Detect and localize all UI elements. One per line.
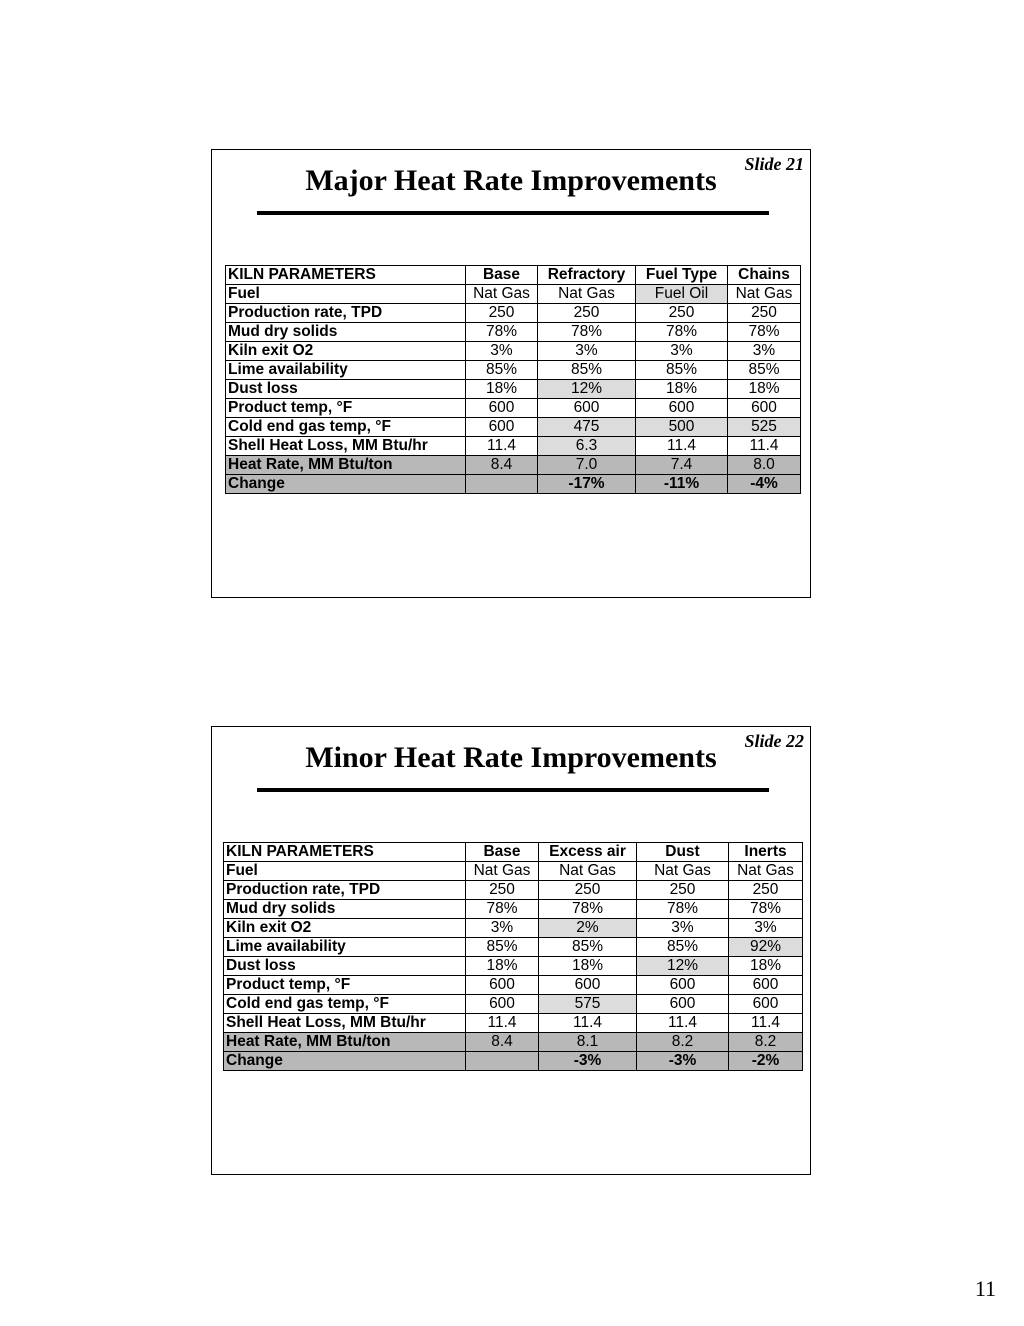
table-row [226,323,801,342]
value-cell: 600 [466,399,538,418]
value-cell: Nat Gas [466,285,538,304]
slide-number-label: Slide 21 [744,154,804,174]
value-cell: 85% [466,361,538,380]
table-row [226,418,801,437]
slide-number-label: Slide 22 [744,731,804,751]
table-row [226,437,801,456]
value-cell: 250 [539,881,637,900]
value-cell: 8.2 [729,1033,803,1052]
table-row [224,862,803,881]
parameter-label: Mud dry solids [226,323,466,342]
parameter-label: Fuel [224,862,466,881]
slide-title: Minor Heat Rate Improvements [305,741,717,774]
value-cell: Nat Gas [538,285,636,304]
value-cell: 600 [637,995,729,1014]
value-cell: Nat Gas [729,862,803,881]
value-cell: 18% [539,957,637,976]
value-cell: 600 [538,399,636,418]
value-cell: 600 [466,995,539,1014]
value-cell: Nat Gas [466,862,539,881]
value-cell: 8.4 [466,1033,539,1052]
column-header: KILN PARAMETERS [224,843,466,862]
heat-rate-row [226,456,801,475]
kiln-parameters-table [223,842,803,1071]
value-cell: 11.4 [539,1014,637,1033]
value-cell: 85% [539,938,637,957]
column-header: Base [466,843,539,862]
value-cell: 250 [728,304,801,323]
change-row [224,1052,803,1071]
value-cell: 11.4 [729,1014,803,1033]
value-cell: 250 [538,304,636,323]
value-cell: 12% [637,957,729,976]
parameter-label: Mud dry solids [224,900,466,919]
value-cell: -3% [637,1052,729,1071]
value-cell: 250 [466,304,538,323]
value-cell [466,475,538,494]
value-cell: 600 [728,399,801,418]
parameter-label: Lime availability [224,938,466,957]
value-cell: 600 [636,399,728,418]
table-row [226,285,801,304]
change-row [226,475,801,494]
value-cell: 8.4 [466,456,538,475]
column-header: Fuel Type [636,266,728,285]
slide-21 [211,149,811,598]
parameter-label: Shell Heat Loss, MM Btu/hr [224,1014,466,1033]
parameter-label: Cold end gas temp, °F [224,995,466,1014]
table-row [224,976,803,995]
column-header: Refractory [538,266,636,285]
value-cell: 500 [636,418,728,437]
value-cell: 85% [538,361,636,380]
value-cell: 600 [466,418,538,437]
value-cell: -3% [539,1052,637,1071]
value-cell: 78% [466,323,538,342]
value-cell: 78% [637,900,729,919]
value-cell: Nat Gas [728,285,801,304]
table-row [224,900,803,919]
parameter-label: Dust loss [226,380,466,399]
table-header-row [224,843,803,862]
value-cell: 85% [637,938,729,957]
value-cell: 7.4 [636,456,728,475]
parameter-label: Lime availability [226,361,466,380]
table-row [224,957,803,976]
value-cell: 11.4 [466,437,538,456]
value-cell: 11.4 [636,437,728,456]
value-cell: 11.4 [637,1014,729,1033]
value-cell: 78% [538,323,636,342]
value-cell: 18% [636,380,728,399]
value-cell: 3% [636,342,728,361]
table-header-row [226,266,801,285]
value-cell: 250 [636,304,728,323]
table-row [224,938,803,957]
value-cell: 85% [466,938,539,957]
value-cell: 11.4 [728,437,801,456]
value-cell: 2% [539,919,637,938]
page-number: 11 [974,1276,996,1301]
heat-rate-row [224,1033,803,1052]
value-cell: 250 [637,881,729,900]
value-cell: 78% [466,900,539,919]
kiln-parameters-table [225,265,801,494]
value-cell: 600 [466,976,539,995]
value-cell: 600 [729,995,803,1014]
value-cell: 3% [466,919,539,938]
value-cell: 8.2 [637,1033,729,1052]
value-cell: 6.3 [538,437,636,456]
parameter-label: Dust loss [224,957,466,976]
table-row [226,361,801,380]
parameter-label: Production rate, TPD [226,304,466,323]
column-header: KILN PARAMETERS [226,266,466,285]
parameter-label: Heat Rate, MM Btu/ton [226,456,466,475]
value-cell: 18% [466,957,539,976]
table-row [226,380,801,399]
value-cell: Nat Gas [637,862,729,881]
value-cell: Fuel Oil [636,285,728,304]
value-cell: -11% [636,475,728,494]
value-cell: 18% [728,380,801,399]
value-cell: -17% [538,475,636,494]
value-cell: 78% [636,323,728,342]
table-row [226,304,801,323]
value-cell: -2% [729,1052,803,1071]
value-cell: 575 [539,995,637,1014]
table-row [224,995,803,1014]
parameter-label: Kiln exit O2 [224,919,466,938]
slide-title: Major Heat Rate Improvements [305,164,717,197]
value-cell: 475 [538,418,636,437]
title-underline [257,211,769,215]
value-cell: 8.1 [539,1033,637,1052]
value-cell: 92% [729,938,803,957]
value-cell: 78% [729,900,803,919]
value-cell: Nat Gas [539,862,637,881]
column-header: Base [466,266,538,285]
value-cell: 3% [729,919,803,938]
column-header: Dust [637,843,729,862]
parameter-label: Cold end gas temp, °F [226,418,466,437]
value-cell: 78% [539,900,637,919]
value-cell: 7.0 [538,456,636,475]
table-row [226,342,801,361]
value-cell: 3% [728,342,801,361]
value-cell [466,1052,539,1071]
column-header: Chains [728,266,801,285]
parameter-label: Shell Heat Loss, MM Btu/hr [226,437,466,456]
column-header: Inerts [729,843,803,862]
parameter-label: Production rate, TPD [224,881,466,900]
table-row [224,1014,803,1033]
value-cell: 85% [728,361,801,380]
column-header: Excess air [539,843,637,862]
parameter-label: Product temp, °F [224,976,466,995]
table-row [224,881,803,900]
value-cell: 8.0 [728,456,801,475]
value-cell: -4% [728,475,801,494]
parameter-label: Change [226,475,466,494]
value-cell: 250 [729,881,803,900]
parameter-label: Change [224,1052,466,1071]
value-cell: 3% [466,342,538,361]
value-cell: 600 [637,976,729,995]
parameter-label: Heat Rate, MM Btu/ton [224,1033,466,1052]
value-cell: 18% [466,380,538,399]
value-cell: 525 [728,418,801,437]
parameter-label: Kiln exit O2 [226,342,466,361]
value-cell: 250 [466,881,539,900]
value-cell: 12% [538,380,636,399]
value-cell: 11.4 [466,1014,539,1033]
parameter-label: Product temp, °F [226,399,466,418]
slide-22 [211,726,811,1175]
parameter-label: Fuel [226,285,466,304]
value-cell: 600 [729,976,803,995]
value-cell: 18% [729,957,803,976]
value-cell: 600 [539,976,637,995]
value-cell: 3% [637,919,729,938]
table-row [226,399,801,418]
value-cell: 85% [636,361,728,380]
table-row [224,919,803,938]
value-cell: 3% [538,342,636,361]
title-underline [257,788,769,792]
value-cell: 78% [728,323,801,342]
